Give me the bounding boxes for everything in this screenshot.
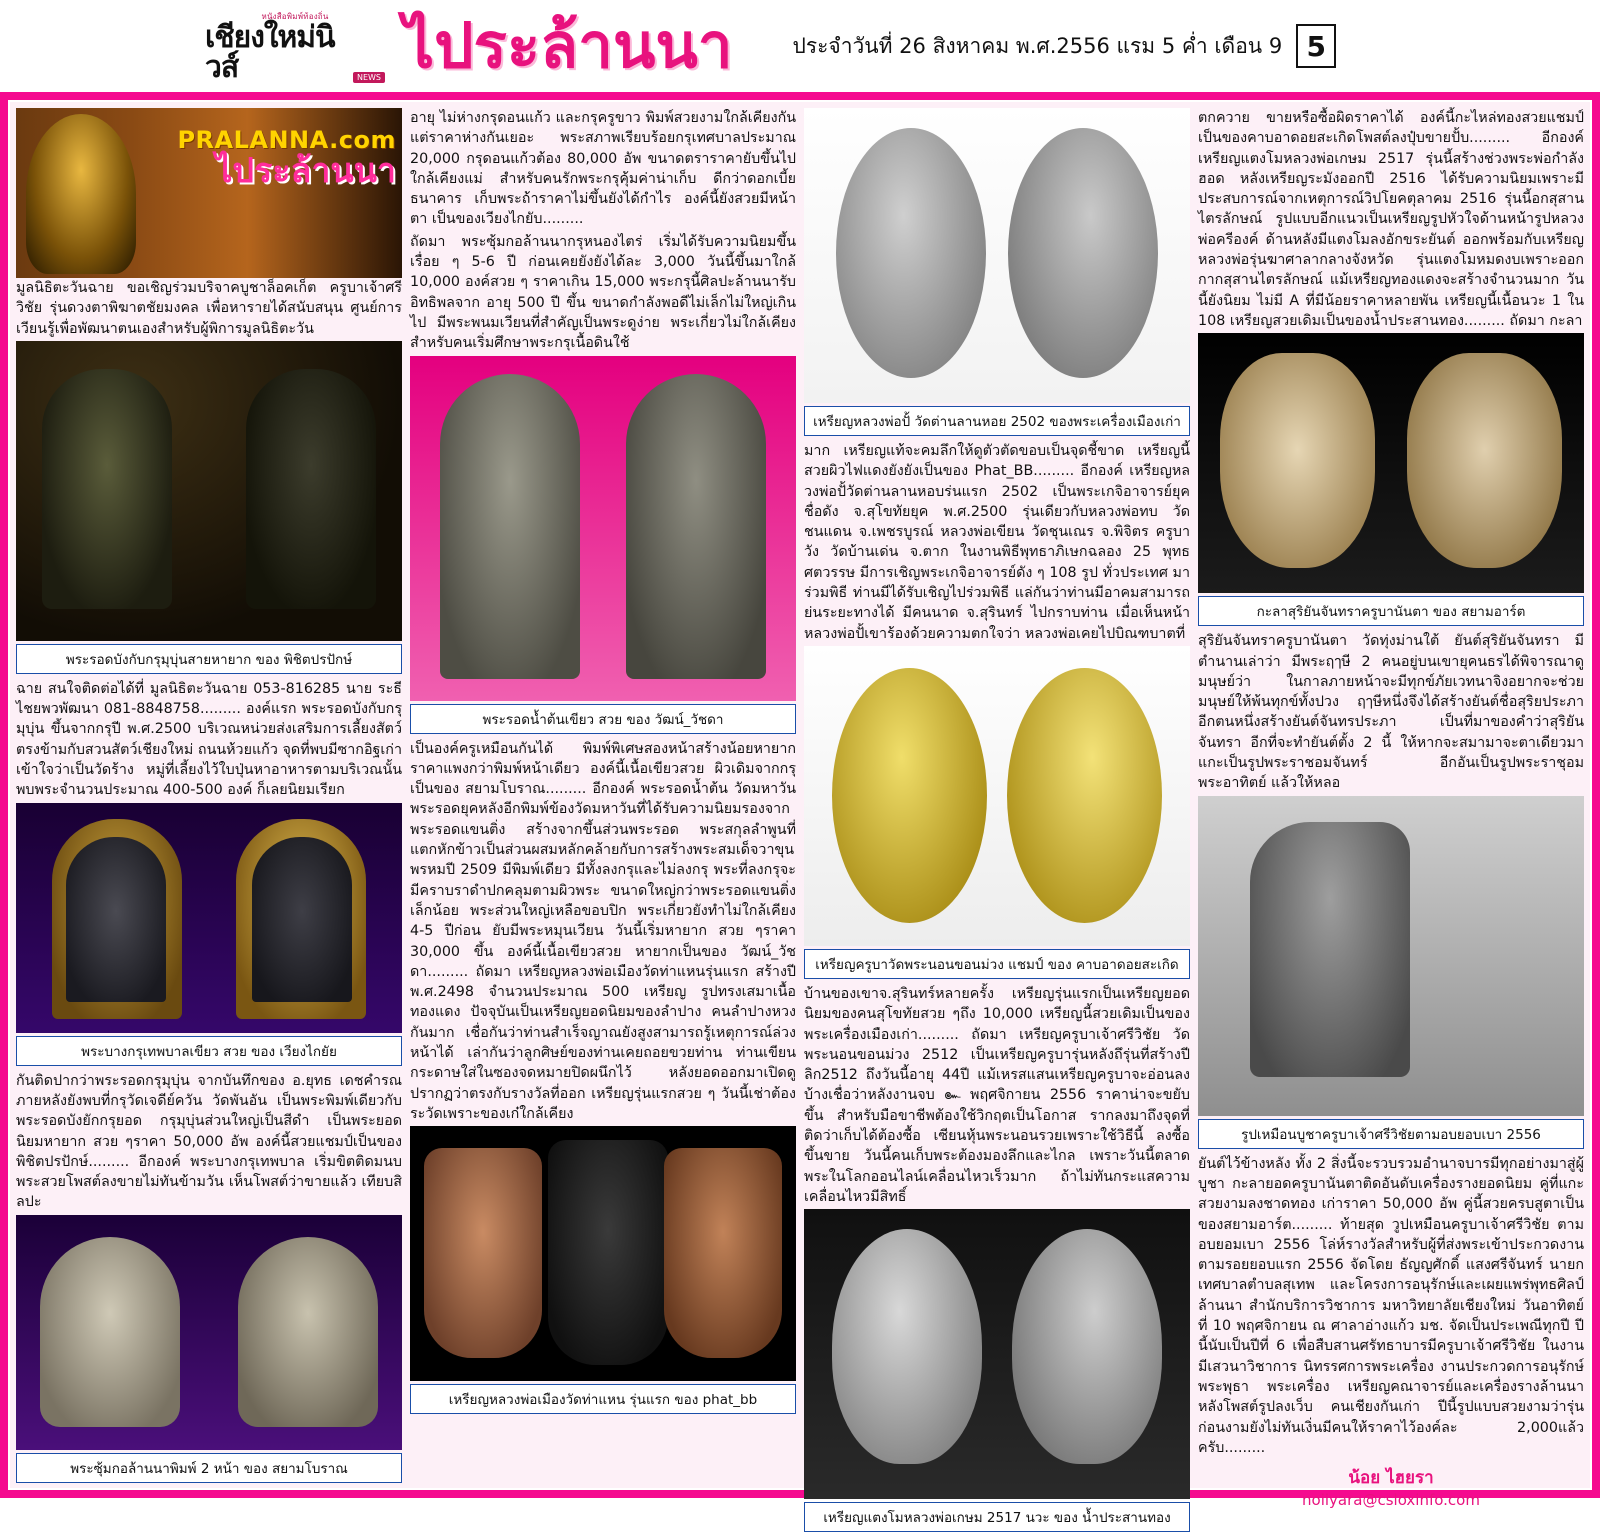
caption-3: พระซุ้มกอล้านนาพิมพ์ 2 หน้า ของ สยามโบราณ xyxy=(16,1453,402,1483)
c3-paragraph-1: มาก เหรียญแท้จะคมลึกให้ดูตัวตัดขอบเป็นจุดชี้ขาด เหรียญนี้สวยผิวไฟแดงยังยังเป็นของ Phat_BB......... อีกองค์ เหรียญหลวงพ่อปั้วัดต่านลานหอบร่นแรก 2502 เป็นพระเกจิอาจารย์ยุค ชื่อดัง จ.สุโขทัยยุค พ.ศ.2500 รุ่นเดียวกับหลวงพ่อทบ วัดชนแดน จ.เพชรบูรณ์ หลวงพ่อเขียน วัดชุนเณร จ.พิจิตร ครูบาวัง วัดบ้านเด่น จ.ตาก ในงานพิธีพุทธาภิเษกฉลอง 25 พุทธศตวรรษ มีการเชิญพระเกจิอาจารย์ดัง ๆ 108 รูป ทั่วประเทศ มาร่วมพิธี ท่านมีได้รับเชิญไปร่วมพิธี แล่กันว่าท่านมีอาคมสามารถย่นระยะทางได้ มีคนนาด จ.สุรินทร์ ไปกราบท่าน เมื่อเห็นหน้าหลวงพ่อปั้เขาร้องด้วยความตกใจว่า หลวงพ่อเคยไปบิณฑบาตที่ xyxy=(804,443,1190,642)
caption-10: รูปเหมือนบูชาครูบาเจ้าศรีวิชัยตามอบยอบเบา 2556 xyxy=(1198,1119,1584,1149)
page-title: ไประล้านนา xyxy=(403,9,733,82)
caption-9: กะลาสุริยันจันทราครูบานันตา ของ สยามอาร์ต xyxy=(1198,596,1584,626)
buddha-image xyxy=(26,114,136,274)
medal-photo-1 xyxy=(804,108,1190,403)
c1-paragraph-2: ฉาย สนใจติดต่อได้ที่ มูลนิธิตะวันฉาย 053-816285 นาย ระธี ไชยพวพัฒนา 081-8848758......... องค์แรก พระรอดบังกับกรุมุบุ่น ขึ้นจากกรุปี พ.ศ.2500 บริเวณหน่วยส่งเสริมการเลี้ยงสัตว์ ตรงข้ามกับสวนสัตว์เชียงใหม่ ถนนห้วยแก้ว จุดที่พบมีซากอิฐเก่าเข้าใจว่าเป็นวัดร้าง หมู่ที่เลี้ยงไว้ใบปุ่นหาอาหารตามบริเวณนั้นพบพระจำนวนประมาณ 400-500 องค์ ก็เลยนิยมเรียก xyxy=(16,680,402,799)
issue-date: ประจำวันที่ 26 สิงหาคม พ.ศ.2556 แรม 5 ค่ำ เดือน 9 xyxy=(792,33,1283,58)
column-3 xyxy=(804,108,1190,1527)
caption-5: เหรียญหลวงพ่อเมืองวัดท่าแหน รุ่นแรก ของ phat_bb xyxy=(410,1384,796,1414)
column-1 xyxy=(16,108,402,1482)
c1-paragraph-1: มูลนิธิตะวันฉาย ขอเชิญร่วมบริจาคบูชาล็อคเก็ต ครูบาเจ้าศรีวิชัย รุ่นดวงตาพิฆาตชัยมงคล เพื่อหารายได้สนับสนุน ศูนย์การเวียนรู้เพื่อพัฒนาตนเองสำหรับผู้พิการมูลนิธิตะวัน xyxy=(16,280,402,337)
monk-statue-photo xyxy=(1198,796,1584,1116)
c2-paragraph-3: เป็นองค์ครูเหมือนกันได้ พิมพ์พิเศษสองหน้าสร้างน้อยหายาก ราคาแพงกว่าพิมพ์หน้าเดียว องค์นี้เนื้อเขียวสวย ผิวเดิมจากกรุเป็นของ สยามโบราณ......... อีกองค์ พระรอดน้ำต้น วัดมหาวัน พระรอดยุคหลังอีกพิมพ์ข้องวัดมหาวันที่ได้รับความนิยมรองจากพระรอดแขนติ่ง สร้างจากขึ้นส่วนพระรอด พระสกุลลำพูนที่แตกหักข้าวเป็นส่วนผสมหลักคล้ายกับการสร้างพระสมเด็จวาขุนพรหมปี 2509 มีพิมพ์เดียว มีทั้งลงกรุและไม่ลงกรุ พระที่ลงกรุจะมีคราบราดำปกคลุมตามผิวพระ ขนาดใหญ่กว่าพระรอดแขนติ่งเล็กน้อย พระส่วนใหญ่เหลือขอบปิก พระเกี่ยวยังทำไม่ใกล้เคียง 4-5 ปีก่อน ยับมีพระหมุนเวียน วันนี้เริ่มหายาก สวย ๆราคา 30,000 ขึ้น องค์นี้เนื้อเขียวสวย หายากเป็นของ วัฒน์_วัชดา......... ถัดมา เหรียญหลวงพ่อเมืองวัดท่าแหนรุ่นแรก สร้างปี พ.ศ.2498 จำนวนประมาณ 500 เหรียญ รูปทรงเสมาเนื้อทองแดง ปัจจุบันเป็นเหรียญยอดนิยมของลำปาง คนลำปางหวงกันมาก เชื่อกันว่าท่านสำเร็จญาณยังสูงสามารถรู้เหตุการณ์ล่วงหน้าได้ เล่ากันว่าลูกศิษย์ของท่านเคยถอยขวยท่าน ท่านเขียนกระดาษใส่ในซองจดหมายปิดผนึกไว้ หลังยอดออกมาเปิดดูปรากฏว่าตรงกับรางวัลที่ออก เหรียญรุ่นแรกสวย ๆ วันนี้เช่าต้องระวัดเพราะของเก๋ใกล้เคียง xyxy=(410,740,796,1122)
c4-paragraph-2: สุริยันจันทราครูบานันตา วัดทุ่งม่านใต้ ยันต์สุริยันจันทรา มีตำนานเล่าว่า มีพระฤๅษี 2 คนอยู่บนเขายุคนธรได้พิจารณาดูมนุษย์ว่า ในกาลภายหน้าจะมีทุกข์ภัยเวทนาจิงอยากจะช่วยมนุษย์ให้พ้นทุกข์ทั้งปวง ฤๅษีหนึ่งจึงได้สร้างยันต์ชื่อสุริยประภา อีกตนหนึ่งสร้างยันต์จันทรประภา เป็นที่มาของคำว่าสุริยันจันทรา อีกที่จะทำยันต์ตั้ง 2 นี้ ให้หากจะสมามาจะตาเดียวมาแกะเป็นรูปพระราชอมจันทร์ อีกอันเป็นรูปพระราชุอมพระอาทิตย์ แล้วให้หลอ xyxy=(1198,633,1584,792)
newspaper-logo xyxy=(205,10,385,83)
medal-photo-2 xyxy=(804,646,1190,946)
caption-2: พระบางกรุเทพบาลเขียว สวย ของ เวียงไกยัย xyxy=(16,1036,402,1066)
amulet-photo-3 xyxy=(16,1215,402,1450)
author-signature: น้อย ไฮยรา xyxy=(1348,1468,1434,1489)
logo-badge: NEWS xyxy=(353,72,385,83)
c4-paragraph-1: ตกควาย ขายหรือซื้อผิดราคาได้ องค์นี้กะไหล่ทองสวยแชมป์เป็นของคาบอาดอยสะเกิดโพสต์ลงปุ๋บขายปั้บ......... อีกองค์ เหรียญแตงโมหลวงพ่อเกษม 2517 รุ่นนี้สร้างช่วงพระพ่อกำลังฮอด หลังเหรียญระมังออกปี 2516 ได้รับความนิยมเพราะมีประสบการณ์จากเหตุการณ์วิปโยคตุลาคม 2516 รุ่นนี้อกสุสานไตรลักษณ์ รูปแบบอีกแนวเป็นเหรียญรูปหัวใจด้านหน้ารูปหลวงพ่อครีองค์ ด้านหลังมีแตงโมลงอักขระยันต์ ออกพร้อมกับเหรียญหลวงพ่อรุ่นฆาศาลากลางจังหวัด รุ่นแตงโมหมดงบเพราะออกกากสุสานไตรลักษณ์ แม้เหรียญทองแดงจะสร้างจำนวนมาก วันนี้ยังนิยม ไม่มี A ที่มีน้อยราคาหลายพัน เหรียญนี้เนื้อนวะ 1 ใน 108 เหรียญสวยเดิมเป็นของน้ำประสานทอง......... ถัดมา กะลา xyxy=(1198,110,1584,329)
c2-paragraph-1: อายุ ไม่ห่างกรุดอนแก้ว และกรุครูขาว พิมพ์สวยงามใกล้เคียงกัน แต่ราคาห่างกันเยอะ พระสภาพเรียบร้อยกรุเทศบาลประมาณ 20,000 กรุดอนแก้วต้อง 80,000 อัพ ขนาดตราราคายับขึ้นไปใกล้เคียงแม่ สำหรับคนรักพระกรุคุ้มค่าน่าเก็บ ดีกว่าดอกเบี้ยธนาคาร เก็บพระถ้าราคาไม่ขึ้นยังได้กำไร องค์นี้ยังสวยมีหน้าตา เป็นของเวียงไกยับ......... xyxy=(410,110,796,228)
amulet-photo-2 xyxy=(16,803,402,1033)
logo-name: เชียงใหม่นิวส์ xyxy=(205,19,335,85)
caption-4: พระรอดน้ำต้นเขียว สวย ของ วัฒน์_วัชดา xyxy=(410,704,796,734)
content-frame xyxy=(0,92,1600,1527)
masthead xyxy=(0,0,1600,92)
kala-photo xyxy=(1198,333,1584,593)
c1-paragraph-3: กันติดปากว่าพระรอดกรุมุบุ่น จากบันทึกของ อ.ยุทธ เดชคำรณ ภายหลังยังพบที่กรุวัดเจดีย์ควัน วัดพันอัน เป็นพระพิมพ์เดียวกับพระรอดบังยักกรุยอด กรุมุบุ่นส่วนใหญ่เป็นสีดำ เป็นพระยอดนิยมหายาก สวย ๆราคา 50,000 อัพ องค์นี้สวยแชมป์เป็นของพิชิตปรปักษ์......... อีกองค์ พระบางกรุเทพบาล เริ่มขิตติดมนบพระสวยโพสต์ลงขายไม่ทันข้ามวัน เห็นโพสต์ว่าขายแล้ว เทียบสิลปะ xyxy=(16,1072,402,1211)
date-area xyxy=(793,24,1337,68)
caption-8: เหรียญแตงโมหลวงพ่อเกษม 2517 นวะ ของ น้ำประสานทอง xyxy=(804,1502,1190,1532)
c3-paragraph-2: บ้านของเขาจ.สุรินทร์หลายครั้ง เหรียญรุ่นแรกเป็นเหรียญยอดนิยมของคนสุโขทัยสวย ๆถึง 10,000 เหรียญนี้สวยเดิมเป็นของพระเครื่องเมืองเก่า......... ถัดมา เหรียญครูบาเจ้าศรีวิชัย วัดพระนอนขอนม่วง 2512 เป็นเหรียญครูบารุ่นหลังถึรุ่นที่สร้างปีลิก2512 ถึงวันนี้อายุ 44ปี แม้เหรสแสนเหรียญครูบาจะอ่อนลงบ้างเชื่อว่าหลังงานจบ ๛ พฤศจิกายน 2556 ราคาน่าจะขยับขึ้น สำหรับมือขาชีพต้องใช้วิกฤตเป็นโอกาส รากลงมาถึงจุดที่ติดว่าเก็บได้ต้องซื้อ เซียนหุ้นพระนอนรวยเพราะใช้วิธีนี้ ลงซื้อ ขึ้นขาย วันนี้คนเก็บพระต้องมองลึกและไกล เพราะวันนี้ตลาดพระในโลกออนไลน์เคลื่อนไหวเร็วมาก ถ้าไม่ทันกระแสความเคลื่อนไหวมีสิทธิ์ xyxy=(804,985,1190,1205)
author-email[interactable]: noiiyara@csloxinfo.com xyxy=(1302,1491,1480,1510)
amulet-photo-4 xyxy=(410,356,796,701)
caption-6: เหรียญหลวงพ่อปั้ วัดต่านลานหอย 2502 ของพระเครื่องเมืองเก่า xyxy=(804,406,1190,436)
amulet-photo-5 xyxy=(410,1126,796,1381)
caption-7: เหรียญครูบาวัดพระนอนขอนม่วง แชมป์ ของ คาบอาดอยสะเกิด xyxy=(804,949,1190,979)
column-4 xyxy=(1198,108,1584,1510)
caption-1: พระรอดบังกับกรุมุบุ่นสายหายาก ของ พิชิตปรปักษ์ xyxy=(16,644,402,674)
banner-line-2: ไประล้านนา xyxy=(215,151,396,191)
medal-photo-3 xyxy=(804,1209,1190,1499)
column-2 xyxy=(410,108,796,1482)
c2-paragraph-2: ถัดมา พระซุ้มกอล้านนากรุหนองไตร่ เริ่มได้รับความนิยมขึ้นเรื่อย ๆ 5-6 ปี ก่อนเคยยังยังได้ละ 3,000 วันนี้ขึ้นมาใกล้ 10,000 องค์สวย ๆ ราคาเกิน 15,000 พระกรุนี้ศิลปะล้านนารับอิทธิพลจาก อายุ 500 ปี ขึ้น ขนาดกำลังพอดีไม่เล็กไม่ใหญ่เกินไป มีพระพนมเวียนที่สำคัญเป็นพระดูง่าย พระเกี่ยวไม่ใกล้เคียง สำหรับคนเริ่มศึกษาพระกรุเนื้อดินใช้ xyxy=(410,233,796,352)
pralanna-banner xyxy=(16,108,402,278)
c4-paragraph-3: ยันต์ไว้ข้างหลัง ทั้ง 2 สิ่งนี้จะรวบรวมอำนาจบารมีทุกอย่างมาสู่ผู้บูชา กะลายอดครูบานันตาติดอันดับเครื่องรางยอดนิยม คู่ที่แกะสวยงามลงชาดทอง เก่าราคา 50,000 อัพ คู่นี้สวยครบสูตาเป็นของสยามอาร์ต......... ท้ายสุด วูปเหมือนครูบาเจ้าศรีวิชัย ตามอบยอมเบา 2556 โล่ห์รางวัลสำหรับผู้ที่ส่งพระเข้าประกวดงานตามรอยยอบแรก 2556 จัดโดย ธัญญศักดิ์ แสงศรีจันทร์ นายกเทศบาลตำบลสุเทพ และโครงการอนุรักษ์และเผยแพร่พุทธศิลป์ล้านนา สำนักบริการวิชาการ มหาวิทยาลัยเชียงใหม่ วันอาทิตย์ที่ 10 พฤศจิกายน ณ ศาลาอ่างแก้ว มช. จัดเป็นประเพณีทุกปี ปีนี้นับเป็นปีที่ 6 เพื่อสืบสานศรัทธาบารมีครูบาเจ้าศรีวิชัย ในงานมีเสวนาวิชาการ นิทรรศการพระเครื่อง งานประกวดการอนุรักษ์พระพุธา พระเครื่อง เหรียญคณาจารย์และเครื่องรางล้านนา หลังโพสต์รูปลงเว็บ คนเชียงกันเก่า ปีนี้รูปแบบสวยงามว่ารุ่นก่อนงามยังไม่ทันเงิ่นมีคนให้ราคาไว้องค์ละ 2,000แล้วครับ......... xyxy=(1198,1155,1584,1456)
amulet-photo-1 xyxy=(16,341,402,641)
page-number: 5 xyxy=(1296,24,1336,68)
banner-line-1: PRALANNA.com xyxy=(177,126,396,154)
logo-small-top: หนังสือพิมพ์ท้องถิ่น xyxy=(261,11,329,21)
